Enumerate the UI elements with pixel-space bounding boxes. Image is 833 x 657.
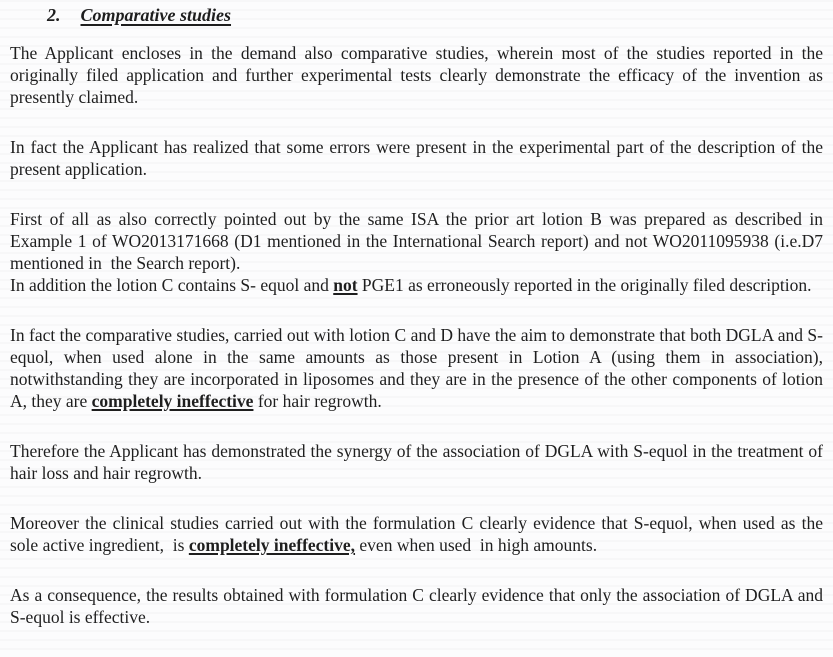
paragraph: [10, 512, 823, 556]
text-run: PGE1 as erroneously reported in the originally filed description.: [357, 275, 812, 295]
text-run: In addition the lotion C contains S- equol and: [10, 275, 334, 295]
text-run: The Applicant encloses in the demand also comparative studies, wherein most of the studies reported in the originally filed application and further experimental tests clearly demonstrate the efficacy of the invention as presently claimed.: [10, 43, 823, 107]
paragraph: [10, 440, 823, 484]
text-run: Therefore the Applicant has demonstrated the synergy of the association of DGLA with S-equol in the treatment of hair loss and hair regrowth.: [10, 441, 823, 483]
paragraph: [10, 208, 823, 296]
emphasized-text-run: completely ineffective: [91, 391, 254, 411]
section-number: 2.: [47, 5, 61, 25]
section-title: Comparative studies: [80, 5, 232, 25]
paragraph: [10, 584, 823, 628]
text-run: In fact the Applicant has realized that some errors were present in the experimental part of the description of the present application.: [10, 137, 823, 179]
text-run: for hair regrowth.: [253, 391, 382, 411]
paragraphs-container: [10, 42, 823, 628]
section-heading: [47, 4, 823, 27]
text-run: In fact the comparative studies, carried out with lotion C and D have the aim to demonstrate that both DGLA and S-equol, when used alone in the same amounts as those present in Lotion A (using them in association), notwithstanding they are incorporated in liposomes and they are in the presence of the other components of lotion A, they are: [10, 325, 823, 411]
paragraph: [10, 324, 823, 412]
text-run: First of all as also correctly pointed out by the same ISA the prior art lotion B was prepared as described in Example 1 of WO2013171668 (D1 mentioned in the International Search report) and not WO2011095938 (i.e.D7 mentioned in the Search report).: [10, 209, 823, 273]
paragraph: [10, 42, 823, 108]
text-run: even when used in high amounts.: [355, 535, 598, 555]
text-run: As a consequence, the results obtained with formulation C clearly evidence that only the association of DGLA and S-equol is effective.: [10, 585, 823, 627]
text-run: Moreover the clinical studies carried out with the formulation C clearly evidence that S-equol, when used as the sole active ingredient, is: [10, 513, 823, 555]
emphasized-text-run: completely ineffective,: [188, 535, 356, 555]
paragraph: [10, 136, 823, 180]
emphasized-text-run: not: [333, 275, 358, 295]
